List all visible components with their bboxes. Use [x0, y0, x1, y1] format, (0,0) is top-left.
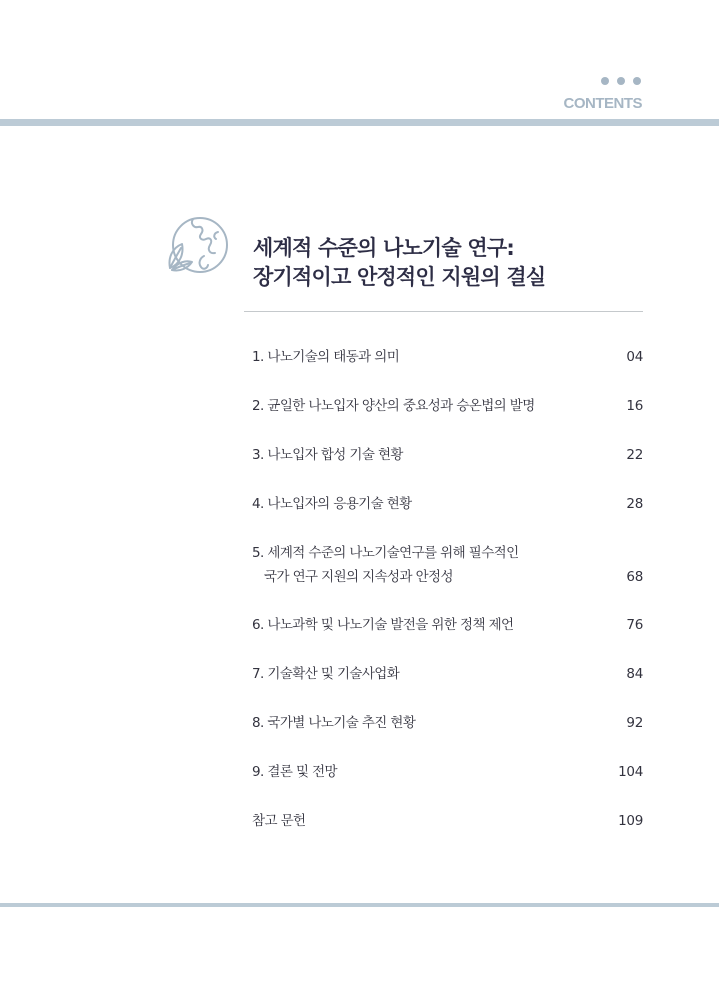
- toc-item-title: 3. 나노입자 합성 기술 현황: [252, 447, 403, 463]
- toc-item-title: 8. 국가별 나노기술 추진 현황: [252, 715, 416, 731]
- toc-item-page: 109: [618, 813, 643, 829]
- title-line-2: 장기적이고 안정적인 지원의 결실: [253, 265, 546, 289]
- decorative-dots: [601, 77, 641, 85]
- toc-item-7[interactable]: [252, 662, 643, 686]
- toc-item-page: 16: [626, 398, 643, 414]
- toc-item-title: 참고 문헌: [252, 813, 306, 829]
- toc-item-title: 9. 결론 및 전망: [252, 764, 337, 780]
- toc-item-title: 6. 나노과학 및 나노기술 발전을 위한 정책 제언: [252, 617, 514, 633]
- toc-item-4[interactable]: [252, 492, 643, 516]
- earth-leaf-icon: [160, 210, 232, 282]
- dot: [633, 77, 641, 85]
- toc-item-title: 7. 기술확산 및 기술사업화: [252, 666, 400, 682]
- toc-item-title: 4. 나노입자의 응용기술 현황: [252, 496, 412, 512]
- toc-item-references[interactable]: [252, 809, 643, 833]
- toc-item-page: 76: [626, 617, 643, 633]
- title-line-1: 세계적 수준의 나노기술 연구:: [253, 236, 514, 260]
- toc-item-page: 92: [626, 715, 643, 731]
- top-accent-bar: [0, 119, 719, 126]
- toc-item-9[interactable]: [252, 760, 643, 784]
- title-divider: [244, 311, 643, 312]
- toc-item-2[interactable]: [252, 394, 643, 418]
- toc-item-5[interactable]: [252, 541, 643, 589]
- toc-item-page: 22: [626, 447, 643, 463]
- bottom-accent-bar: [0, 903, 719, 907]
- dot: [601, 77, 609, 85]
- toc-item-page: 28: [626, 496, 643, 512]
- toc-item-page: 68: [626, 569, 643, 585]
- contents-label: CONTENTS: [563, 95, 642, 112]
- dot: [617, 77, 625, 85]
- table-of-contents: [252, 345, 643, 858]
- toc-item-3[interactable]: [252, 443, 643, 467]
- toc-item-page: 04: [626, 349, 643, 365]
- page-title: [253, 234, 545, 292]
- toc-item-title: 2. 균일한 나노입자 양산의 중요성과 승온법의 발명: [252, 398, 535, 414]
- toc-item-title: [252, 541, 519, 589]
- toc-item-1[interactable]: [252, 345, 643, 369]
- toc-item-8[interactable]: [252, 711, 643, 735]
- toc-item-title: 1. 나노기술의 태동과 의미: [252, 349, 400, 365]
- toc-item-6[interactable]: [252, 613, 643, 637]
- toc-item-page: 84: [626, 666, 643, 682]
- toc-item-page: 104: [618, 764, 643, 780]
- toc-item-title-line-2: 국가 연구 지원의 지속성과 안정성: [264, 569, 453, 585]
- toc-item-title-line-1: 5. 세계적 수준의 나노기술연구를 위해 필수적인: [252, 545, 519, 561]
